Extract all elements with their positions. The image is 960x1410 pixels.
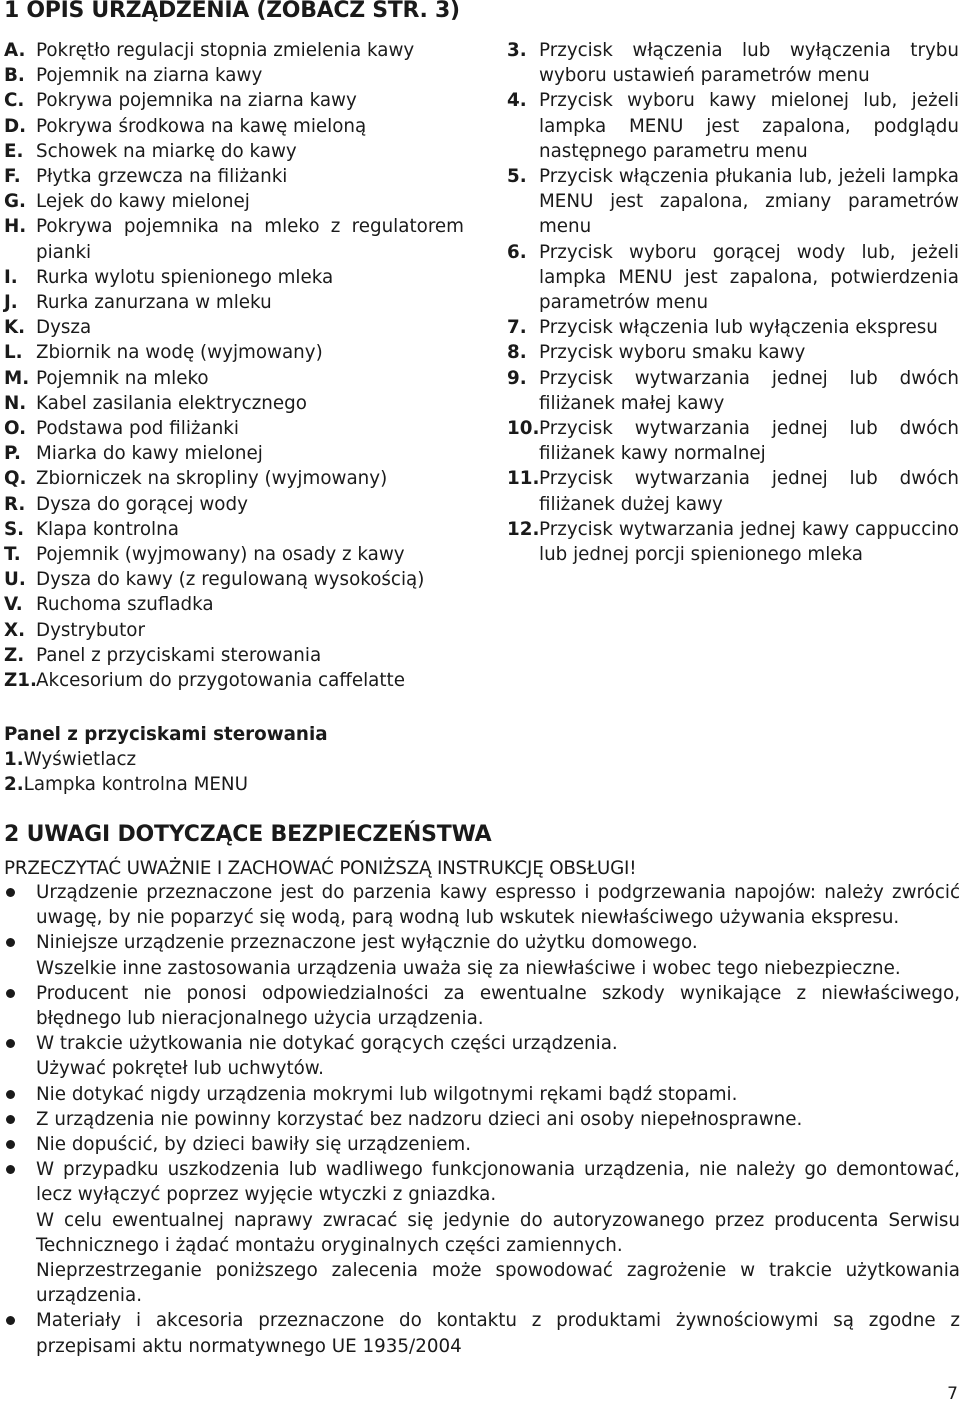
list-item [4, 416, 464, 441]
bullet-paragraph: Materiały i akcesoria przeznaczone do kontaktu z produktami żywnościowymi są zgodne z przepisami aktu normatywnego UE 1935/2004 [36, 1310, 960, 1357]
item-text: Przycisk wyboru kawy mielonej lub, jeżeli lampka MENU jest zapalona, podglądu następnego parametru menu [539, 90, 959, 162]
list-item [4, 542, 464, 567]
parts-list [4, 38, 464, 693]
item-label: 7. [507, 317, 527, 339]
item-label: 12. [507, 518, 540, 540]
item-text: Pokrętło regulacji stopnia zmielenia kawy [36, 40, 415, 61]
list-item [4, 315, 464, 340]
bullet-paragraph: Używać pokręteł lub uchwytów. [36, 1058, 324, 1080]
item-text: Przycisk wytwarzania jednej kawy cappuccino lub jednej porcji spienionego mleka [539, 518, 959, 566]
section-2-title: 2 UWAGI DOTYCZĄCE BEZPIECZEŃSTWA [4, 822, 492, 847]
bullet-item [4, 1082, 960, 1107]
item-text: Pojemnik na mleko [36, 367, 209, 389]
item-label: G. [4, 191, 26, 213]
item-label: O. [4, 418, 27, 440]
item-text: Klapa kontrolna [36, 518, 179, 540]
bullet-paragraph: Wszelkie inne zastosowania urządzenia uważa się za niewłaściwe i wobec tego niebezpieczne. [36, 957, 901, 979]
bullet-paragraph: Nieprzestrzeganie poniższego zalecenia może spowodować zagrożenie w trakcie użytkowania urządzenia. [36, 1260, 960, 1307]
item-label: 9. [507, 367, 527, 389]
list-item [4, 772, 464, 797]
item-label: H. [4, 216, 27, 238]
item-text: Wyświetlacz [23, 749, 137, 771]
list-item [4, 88, 464, 113]
item-text: Dysza [36, 317, 92, 339]
item-label: P. [4, 443, 21, 465]
buttons-list [507, 38, 959, 567]
section-1-title: 1 OPIS URZĄDZENIA (ZOBACZ STR. 3) [4, 0, 460, 23]
item-label: I. [4, 266, 18, 288]
list-item [507, 466, 959, 516]
item-text: Podstawa pod filiżanki [36, 418, 239, 440]
item-label: 1. [4, 749, 24, 771]
bullet-item [4, 880, 960, 930]
item-label: Z. [4, 644, 25, 666]
bullet-dot-icon [4, 930, 36, 980]
bullet-dot-icon [4, 1132, 36, 1157]
item-label: C. [4, 90, 25, 112]
control-panel-title: Panel z przyciskami sterowania [4, 724, 328, 745]
list-item [4, 391, 464, 416]
bullet-dot-icon [4, 1031, 36, 1081]
control-panel-list [4, 747, 464, 797]
bullet-text [36, 1082, 960, 1107]
bullet-paragraph: W celu ewentualnej naprawy zwracać się jedynie do autoryzowanego przez producenta Serwisu Technicznego i żądać montażu oryginalnych części zamiennych. [36, 1209, 960, 1256]
item-text: Lampka kontrolna MENU [23, 774, 248, 796]
list-item [4, 492, 464, 517]
item-label: K. [4, 317, 26, 339]
list-item [4, 38, 464, 63]
bullet-item [4, 1031, 960, 1081]
bullet-text [36, 880, 960, 930]
item-text: Pokrywa pojemnika na ziarna kawy [36, 90, 357, 112]
bullet-text [36, 1308, 960, 1358]
bullet-paragraph: Z urządzenia nie powinny korzystać bez nadzoru dzieci ani osoby niepełnosprawne. [36, 1108, 803, 1130]
item-text: Przycisk wytwarzania jednej lub dwóch filiżanek kawy normalnej [539, 418, 959, 465]
item-text: Dysza do kawy (z regulowaną wysokością) [36, 569, 425, 591]
list-item [4, 290, 464, 315]
item-label: U. [4, 569, 26, 591]
item-text: Zbiorniczek na skropliny (wyjmowany) [36, 468, 388, 490]
list-item [4, 366, 464, 391]
list-item [507, 517, 959, 567]
bullet-item [4, 1157, 960, 1308]
item-label: J. [4, 292, 18, 314]
list-item [507, 240, 959, 316]
item-text: Dysza do gorącej wody [36, 493, 248, 515]
safety-bullets [4, 880, 960, 1359]
item-label: D. [4, 115, 27, 137]
item-text: Przycisk wytwarzania jednej lub dwóch filiżanek małej kawy [539, 367, 959, 414]
list-item [4, 340, 464, 365]
list-item [4, 164, 464, 189]
list-item [507, 315, 959, 340]
item-text: Zbiornik na wodę (wyjmowany) [36, 342, 323, 364]
item-label: 6. [507, 241, 527, 263]
list-item [507, 88, 959, 164]
item-label: V. [4, 594, 23, 616]
item-text: Lejek do kawy mielonej [36, 191, 250, 213]
item-label: R. [4, 493, 26, 515]
item-text: Ruchoma szufladka [36, 594, 214, 616]
list-item [4, 517, 464, 542]
list-item [4, 567, 464, 592]
bullet-text [36, 1157, 960, 1308]
list-item [507, 366, 959, 416]
item-text: Kabel zasilania elektrycznego [36, 392, 307, 414]
item-text: Miarka do kawy mielonej [36, 443, 263, 465]
item-text: Pojemnik (wyjmowany) na osady z kawy [36, 544, 405, 566]
item-label: 8. [507, 342, 527, 364]
bullet-paragraph: W przypadku uszkodzenia lub wadliwego funkcjonowania urządzenia, nie należy go demontować, lecz wyłączyć poprzez wyjęcie wtyczki z gniazdka. [36, 1159, 960, 1206]
item-label: 4. [507, 90, 527, 112]
bullet-paragraph: W trakcie użytkowania nie dotykać gorących części urządzenia. [36, 1033, 618, 1055]
item-label: M. [4, 367, 30, 389]
list-item [4, 189, 464, 214]
item-text: Przycisk wyboru smaku kawy [539, 342, 806, 364]
bullet-dot-icon [4, 981, 36, 1031]
item-label: B. [4, 65, 25, 87]
bullet-text [36, 981, 960, 1031]
bullet-paragraph: Nie dotykać nigdy urządzenia mokrymi lub wilgotnymi rękami bądź stopami. [36, 1083, 738, 1105]
list-item [507, 416, 959, 466]
bullet-text [36, 1107, 960, 1132]
list-item [4, 592, 464, 617]
bullet-dot-icon [4, 1107, 36, 1132]
bullet-text [36, 1031, 960, 1081]
item-text: Schowek na miarkę do kawy [36, 140, 297, 162]
list-item [4, 265, 464, 290]
item-label: Z1. [4, 670, 37, 692]
item-label: 2. [4, 774, 24, 796]
item-label: A. [4, 40, 26, 61]
item-label: 11. [507, 468, 540, 490]
item-label: T. [4, 544, 21, 566]
bullet-dot-icon [4, 880, 36, 930]
list-item [4, 668, 464, 693]
item-text: Rurka zanurzana w mleku [36, 292, 272, 314]
item-text: Rurka wylotu spienionego mleka [36, 266, 334, 288]
bullet-item [4, 1308, 960, 1358]
bullet-dot-icon [4, 1082, 36, 1107]
list-item [4, 214, 464, 264]
bullet-item [4, 930, 960, 980]
safety-warning: PRZECZYTAĆ UWAŻNIE I ZACHOWAĆ PONIŻSZĄ INSTRUKCJĘ OBSŁUGI! [4, 858, 637, 879]
item-label: 3. [507, 40, 527, 61]
bullet-dot-icon [4, 1308, 36, 1358]
bullet-text [36, 930, 960, 980]
list-item [4, 747, 464, 772]
item-text: Akcesorium do przygotowania caffelatte [36, 670, 405, 692]
bullet-item [4, 1132, 960, 1157]
item-label: E. [4, 140, 24, 162]
item-text: Przycisk włączenia lub wyłączenia ekspresu [539, 317, 938, 339]
bullet-paragraph: Urządzenie przeznaczone jest do parzenia kawy espresso i podgrzewania napojów: należy zwrócić uwagę, by nie poparzyć się wodą, parą wodną lub wskutek niewłaściwego używania ekspresu. [36, 882, 960, 929]
list-item [4, 466, 464, 491]
item-text: Przycisk wytwarzania jednej lub dwóch filiżanek dużej kawy [539, 468, 959, 515]
bullet-paragraph: Producent nie ponosi odpowiedzialności za ewentualne szkody wynikające z niewłaściwego, błędnego lub nieracjonalnego użycia urządzenia. [36, 982, 960, 1030]
control-panel-section [4, 722, 464, 798]
item-label: X. [4, 619, 26, 641]
bullet-dot-icon [4, 1157, 36, 1308]
item-label: L. [4, 342, 23, 364]
item-text: Przycisk wyboru gorącej wody lub, jeżeli lampka MENU jest zapalona, potwierdzenia parametrów menu [539, 241, 959, 314]
bullet-item [4, 1107, 960, 1132]
item-label: Q. [4, 468, 27, 490]
item-label: F. [4, 166, 21, 188]
item-text: Pokrywa pojemnika na mleko z regulatorem pianki [36, 216, 464, 263]
bullet-paragraph: Niniejsze urządzenie przeznaczone jest wyłącznie do użytku domowego. [36, 932, 698, 954]
item-text: Przycisk włączenia płukania lub, jeżeli lampka MENU jest zapalona, zmiany parametrów menu [539, 166, 959, 238]
bullet-paragraph: Nie dopuścić, by dzieci bawiły się urządzeniem. [36, 1134, 472, 1156]
list-item [4, 114, 464, 139]
item-text: Pojemnik na ziarna kawy [36, 65, 263, 87]
item-text: Dystrybutor [36, 619, 145, 641]
list-item [4, 63, 464, 88]
page-number: 7 [947, 1384, 958, 1404]
list-item [507, 340, 959, 365]
list-item [4, 441, 464, 466]
list-item [507, 164, 959, 240]
bullet-item [4, 981, 960, 1031]
bullet-text [36, 1132, 960, 1157]
item-text: Płytka grzewcza na filiżanki [36, 166, 288, 188]
list-item [4, 643, 464, 668]
item-label: 5. [507, 166, 527, 188]
list-item [4, 618, 464, 643]
item-label: S. [4, 518, 25, 540]
item-text: Panel z przyciskami sterowania [36, 644, 322, 666]
item-label: N. [4, 392, 27, 414]
item-text: Przycisk włączenia lub wyłączenia trybu wyboru ustawień parametrów menu [539, 40, 959, 87]
list-item [507, 38, 959, 88]
item-text: Pokrywa środkowa na kawę mieloną [36, 115, 367, 137]
item-label: 10. [507, 418, 540, 440]
list-item [4, 139, 464, 164]
